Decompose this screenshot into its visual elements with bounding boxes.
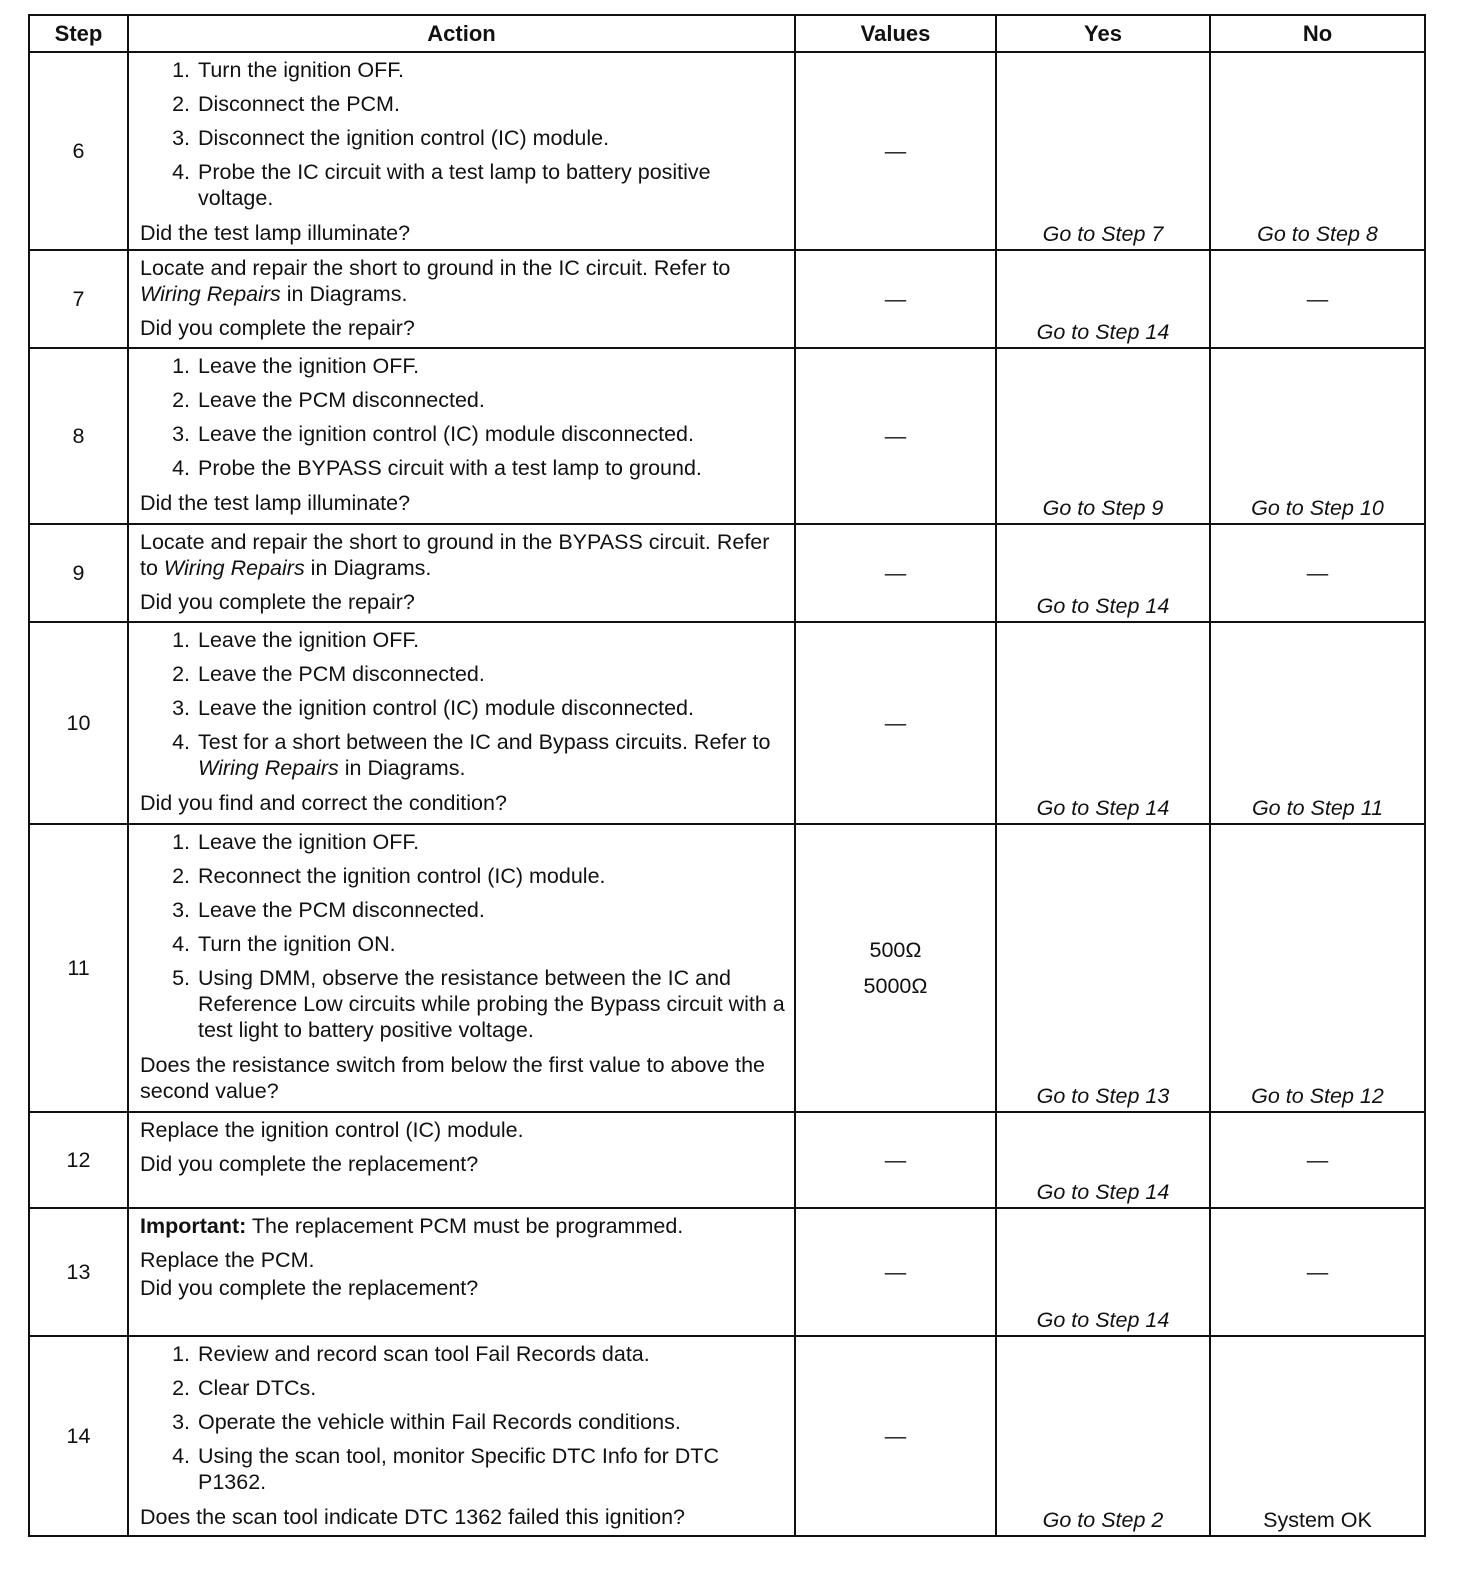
values-cell: — [795, 524, 996, 622]
values-cell: — [795, 1208, 996, 1336]
diagnostic-table-page [28, 14, 1424, 1537]
step-number: 11 [29, 824, 128, 1112]
action-step: 3. Disconnect the ignition control (IC) module. [196, 125, 786, 151]
step-number: 6 [29, 52, 128, 250]
action-text: Replace the ignition control (IC) module. [140, 1118, 524, 1142]
action-question: Does the resistance switch from below the first value to above the second value? [140, 1053, 766, 1103]
action-step-text-a: Test for a short between the IC and Bypass circuits. Refer to [198, 730, 771, 754]
values-cell [795, 824, 996, 1112]
action-step: 3. Leave the ignition control (IC) module disconnected. [196, 421, 786, 447]
action-step: 1. Turn the ignition OFF. [196, 57, 786, 83]
no-cell: Go to Step 12 [1210, 824, 1425, 1112]
action-cell [128, 824, 795, 1112]
action-text-b: in Diagrams. [304, 556, 432, 580]
action-question: Does the scan tool indicate DTC 1362 failed this ignition? [140, 1505, 685, 1529]
header-no: No [1210, 15, 1425, 52]
step-number: 8 [29, 348, 128, 524]
action-step: 4. Turn the ignition ON. [196, 931, 786, 957]
yes-cell: Go to Step 14 [996, 250, 1210, 348]
action-steps [140, 627, 786, 781]
action-step: 2. Reconnect the ignition control (IC) module. [196, 863, 786, 889]
step-number: 10 [29, 622, 128, 824]
action-step-text-em: Wiring Repairs [198, 756, 339, 780]
no-cell: — [1210, 1112, 1425, 1208]
action-cell [128, 1208, 795, 1336]
no-cell: — [1210, 524, 1425, 622]
step-number: 12 [29, 1112, 128, 1208]
important-label: Important: [140, 1214, 247, 1238]
action-step: 3. Operate the vehicle within Fail Records conditions. [196, 1409, 786, 1435]
value-max: 5000Ω [863, 974, 928, 998]
action-step: 1. Leave the ignition OFF. [196, 353, 786, 379]
header-row [29, 15, 1425, 52]
header-yes: Yes [996, 15, 1210, 52]
no-cell: Go to Step 10 [1210, 348, 1425, 524]
yes-cell: Go to Step 9 [996, 348, 1210, 524]
yes-cell: Go to Step 14 [996, 622, 1210, 824]
yes-cell: Go to Step 14 [996, 1112, 1210, 1208]
values-cell: — [795, 1336, 996, 1536]
action-text-b: in Diagrams. [280, 282, 408, 306]
action-steps [140, 353, 786, 481]
action-step: 4. Probe the IC circuit with a test lamp to battery positive voltage. [196, 159, 786, 211]
action-cell [128, 524, 795, 622]
action-text-em: Wiring Repairs [140, 282, 281, 306]
action-question: Did you complete the repair? [140, 316, 415, 340]
yes-cell: Go to Step 14 [996, 524, 1210, 622]
values-cell: — [795, 1112, 996, 1208]
action-step: 2. Leave the PCM disconnected. [196, 661, 786, 687]
table-row [29, 1336, 1425, 1536]
action-text-a: Locate and repair the short to ground in the IC circuit. Refer to [140, 256, 731, 280]
action-cell [128, 348, 795, 524]
no-cell: System OK [1210, 1336, 1425, 1536]
action-question: Did you complete the replacement? [140, 1152, 479, 1176]
no-cell: Go to Step 8 [1210, 52, 1425, 250]
no-cell: — [1210, 250, 1425, 348]
header-values: Values [795, 15, 996, 52]
action-question: Did the test lamp illuminate? [140, 491, 411, 515]
action-steps [140, 57, 786, 211]
action-text [140, 255, 786, 307]
yes-cell: Go to Step 2 [996, 1336, 1210, 1536]
action-step: 2. Leave the PCM disconnected. [196, 387, 786, 413]
table-row [29, 348, 1425, 524]
values-cell: — [795, 52, 996, 250]
header-action: Action [128, 15, 795, 52]
header-step: Step [29, 15, 128, 52]
action-cell [128, 1336, 795, 1536]
yes-cell: Go to Step 7 [996, 52, 1210, 250]
action-cell [128, 622, 795, 824]
action-step: 1. Leave the ignition OFF. [196, 829, 786, 855]
important-text: The replacement PCM must be programmed. [246, 1214, 684, 1238]
action-step: 2. Clear DTCs. [196, 1375, 786, 1401]
values-cell: — [795, 348, 996, 524]
important-note [140, 1213, 786, 1239]
action-step: 4. Using the scan tool, monitor Specific DTC Info for DTC P1362. [196, 1443, 786, 1495]
action-step: 1. Leave the ignition OFF. [196, 627, 786, 653]
step-number: 7 [29, 250, 128, 348]
table-row [29, 824, 1425, 1112]
value-min: 500Ω [869, 938, 922, 962]
yes-cell: Go to Step 14 [996, 1208, 1210, 1336]
table-row [29, 52, 1425, 250]
action-step: 3. Leave the ignition control (IC) module disconnected. [196, 695, 786, 721]
table-row [29, 524, 1425, 622]
action-text-em: Wiring Repairs [163, 556, 305, 580]
step-number: 14 [29, 1336, 128, 1536]
values-cell: — [795, 622, 996, 824]
diagnostic-table [28, 14, 1426, 1537]
action-question: Did you complete the replacement? [140, 1276, 479, 1300]
yes-cell: Go to Step 13 [996, 824, 1210, 1112]
action-cell [128, 52, 795, 250]
action-text-a: Locate and repair the short to ground in the BYPASS circuit. Refer to [140, 530, 770, 580]
no-cell: — [1210, 1208, 1425, 1336]
action-question: Did the test lamp illuminate? [140, 221, 411, 245]
step-number: 13 [29, 1208, 128, 1336]
action-question: Did you find and correct the condition? [140, 791, 507, 815]
values-cell: — [795, 250, 996, 348]
table-row [29, 622, 1425, 824]
action-text [140, 529, 786, 581]
action-step: 1. Review and record scan tool Fail Records data. [196, 1341, 786, 1367]
action-steps [140, 829, 786, 1043]
action-step [196, 729, 786, 781]
action-step: 4. Probe the BYPASS circuit with a test lamp to ground. [196, 455, 786, 481]
action-question: Did you complete the repair? [140, 590, 415, 614]
table-row [29, 250, 1425, 348]
action-cell [128, 250, 795, 348]
table-row [29, 1112, 1425, 1208]
action-steps [140, 1341, 786, 1495]
step-number: 9 [29, 524, 128, 622]
action-step: 2. Disconnect the PCM. [196, 91, 786, 117]
no-cell: Go to Step 11 [1210, 622, 1425, 824]
action-step-text-b: in Diagrams. [338, 756, 466, 780]
table-row [29, 1208, 1425, 1336]
action-text: Replace the PCM. [140, 1248, 315, 1272]
action-step: 5. Using DMM, observe the resistance between the IC and Reference Low circuits while probing the Bypass circuit with a test light to battery positive voltage. [196, 965, 786, 1043]
action-step: 3. Leave the PCM disconnected. [196, 897, 786, 923]
action-cell [128, 1112, 795, 1208]
